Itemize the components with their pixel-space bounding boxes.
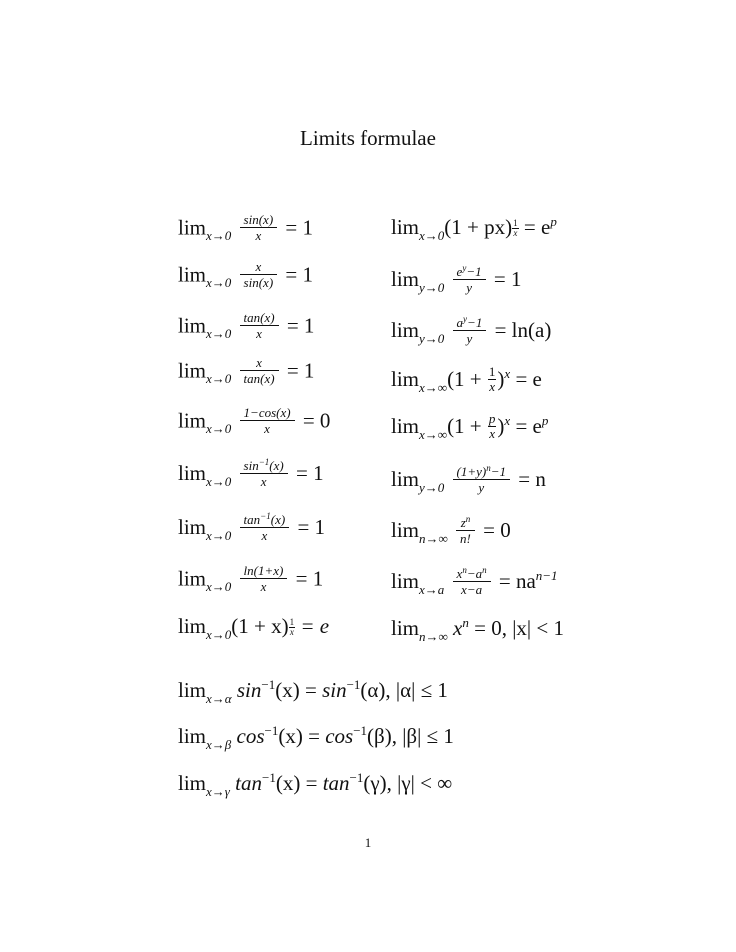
page-title: Limits formulae [300,126,436,150]
formula-bottom-1: $\lim_{x\to\alpha} \sin^{-1}(x) = \sin^{-1}(\alpha)$, |α| ≤ 1 [178,677,448,706]
formula-right-6: $\lim_{y\to 0}$ $\frac{(1+y)^n-1}{y}$ = n [391,463,546,495]
formula-left-4: $\lim_{x\to 0}$ $\frac{x}{\tan(x)}$ = 1 [178,355,315,387]
formula-right-2: $\lim_{y\to 0}$ $\frac{e^y-1}{y}$ = 1 [391,263,522,295]
formula-bottom-3: $\lim_{x\to\gamma} \tan^{-1}(x) = \tan^{-1}(\gamma)$, |γ| < ∞ [178,770,453,799]
formula-left-6: $\lim_{x\to 0}$ $\frac{\sin^{-1}(x)}{x}$ = 1 [178,457,324,489]
formula-bottom-2: $\lim_{x\to\beta} \cos^{-1}(x) = \cos^{-1}(\beta)$, |β| ≤ 1 [178,723,454,752]
formula-left-8: $\lim_{x\to 0}$ $\frac{\ln(1+x)}{x}$ = 1 [178,563,324,595]
formula-right-1: $\lim_{x\to 0}(1 + px)$ $\frac{1}{x}$ = $e^p$ [391,214,557,243]
formula-right-9: $\lim_{n\to\infty} x^n = 0$, |x| < 1 [391,615,564,644]
formula-right-7: $\lim_{n\to\infty}$ $\frac{z^n}{n!}$ = 0 [391,514,511,546]
formula-right-5: $\lim_{x\to\infty}(1$ + $\frac{p}{x}$ )$^x = e^p$ [391,411,549,442]
formula-left-7: $\lim_{x\to 0}$ $\frac{\tan^{-1}(x)}{x}$ = 1 [178,511,326,543]
formula-right-3: $\lim_{y\to 0}$ $\frac{a^y-1}{y}$ = ln(a) [391,314,552,346]
formula-left-2: $\lim_{x\to 0}$ $\frac{x}{\sin(x)}$ = 1 [178,259,313,291]
formula-left-3: $\lim_{x\to 0}$ $\frac{\tan(x)}{x}$ = 1 [178,310,315,342]
formula-left-5: $\lim_{x\to 0}$ $\frac{1-\cos(x)}{x}$ = 0 [178,405,331,437]
page-number: 1 [364,835,372,850]
formula-left-1: $\lim_{x\to 0}$ $\frac{\sin(x)}{x}$ = 1 [178,212,313,244]
formula-left-9: $\lim_{x\to 0}(1 + x)$ $\frac{1}{x}$ = e [178,614,330,642]
formula-right-4: $\lim_{x\to\infty}(1$ + $\frac{1}{x}$ )$^x$ = e [391,364,542,395]
formula-right-8: $\lim_{x\to a}$ $\frac{x^n-a^n}{x-a}$ = $na^{n-1}$ [391,565,558,597]
